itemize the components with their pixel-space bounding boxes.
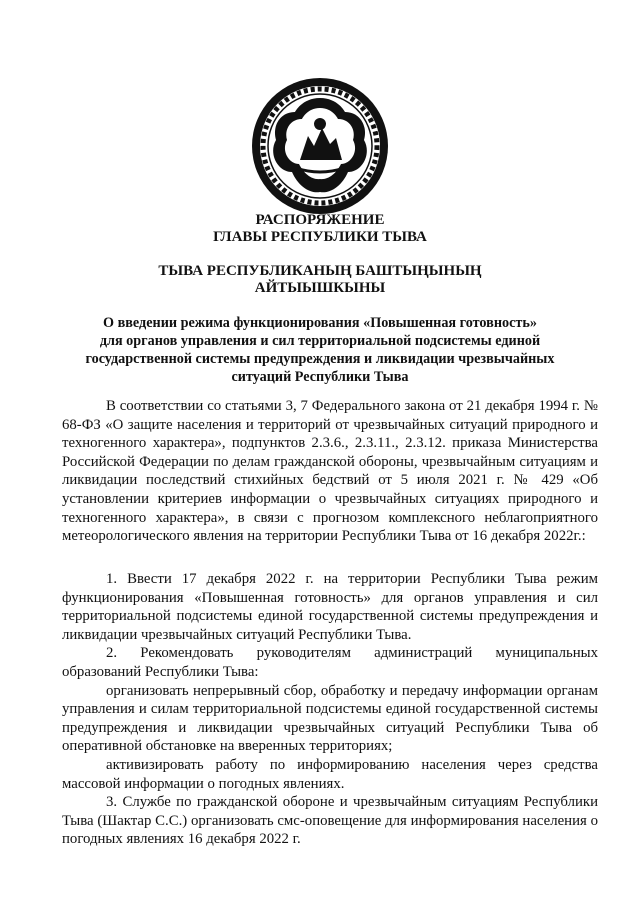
item-1-paragraph: 1. Ввести 17 декабря 2022 г. на территории Республики Тыва режим функционирования «Повышенная готовность» для органов управления и сил территориальной подсистемы единой государственной системы предупреждения и ликвидации чрезвычайных ситуаций Республики Тыва. xyxy=(62,571,598,643)
item-2-paragraph: 2. Рекомендовать руководителям администраций муниципальных образований Республики Тыва: xyxy=(62,645,598,680)
item-3-paragraph: 3. Службе по гражданской обороне и чрезвычайным ситуациям Республики Тыва (Шактар С.С.) организовать смс-оповещение для информирования населения о погодных явлениях 16 декабря 2022 г. xyxy=(62,794,598,848)
title-line-4: ситуаций Республики Тыва xyxy=(231,369,409,385)
title-line-3: государственной системы предупреждения и ликвидации чрезвычайных xyxy=(85,351,555,367)
title-line-2: для органов управления и сил территориальной подсистемы единой xyxy=(99,333,541,349)
preamble-block xyxy=(62,397,598,546)
document-title xyxy=(60,314,580,386)
heading-line-1: РАСПОРЯЖЕНИЕ xyxy=(255,212,385,228)
heading-line-3: ТЫВА РЕСПУБЛИКАНЫҢ БАШТЫҢЫНЫҢ xyxy=(158,263,482,279)
document-heading xyxy=(60,212,580,246)
document-heading-tyvan xyxy=(60,263,580,297)
heading-line-2: ГЛАВЫ РЕСПУБЛИКИ ТЫВА xyxy=(213,229,427,245)
item-2a-paragraph: организовать непрерывный сбор, обработку и передачу информации органам управления и силам территориальной подсистемы единой государственной системы предупреждения и ликвидации чрезвычайных ситуаций Республики Тыва об оперативной обстановке на вверенных территориях; xyxy=(62,682,598,755)
title-line-1: О введении режима функционирования «Повышенная готовность» xyxy=(103,315,537,331)
tuva-coat-of-arms-icon xyxy=(250,76,390,216)
items-block xyxy=(62,570,598,849)
heading-line-4: АЙТЫЫШКЫНЫ xyxy=(254,280,386,296)
item-2b-paragraph: активизировать работу по информированию населения через средства массовой информации о погодных явлениях. xyxy=(62,756,598,792)
preamble-paragraph: В соответствии со статьями 3, 7 Федерального закона от 21 декабря 1994 г. № 68-ФЗ «О защите населения и территорий от чрезвычайных ситуаций природного и техногенного характера», подпунктов 2.3.6., 2.3.11., 2.3.12. приказа Министерства Российской Федерации по делам гражданской обороны, чрезвычайным ситуациям и ликвидации последствий стихийных бедствий от 5 июля 2021 г. № 429 «Об установлении критериев информации о чрезвычайных ситуациях природного и техногенного характера», в связи с прогнозом комплексного неблагоприятного метеорологического явления на территории Республики Тыва от 16 декабря 2022г.: xyxy=(62,398,598,545)
